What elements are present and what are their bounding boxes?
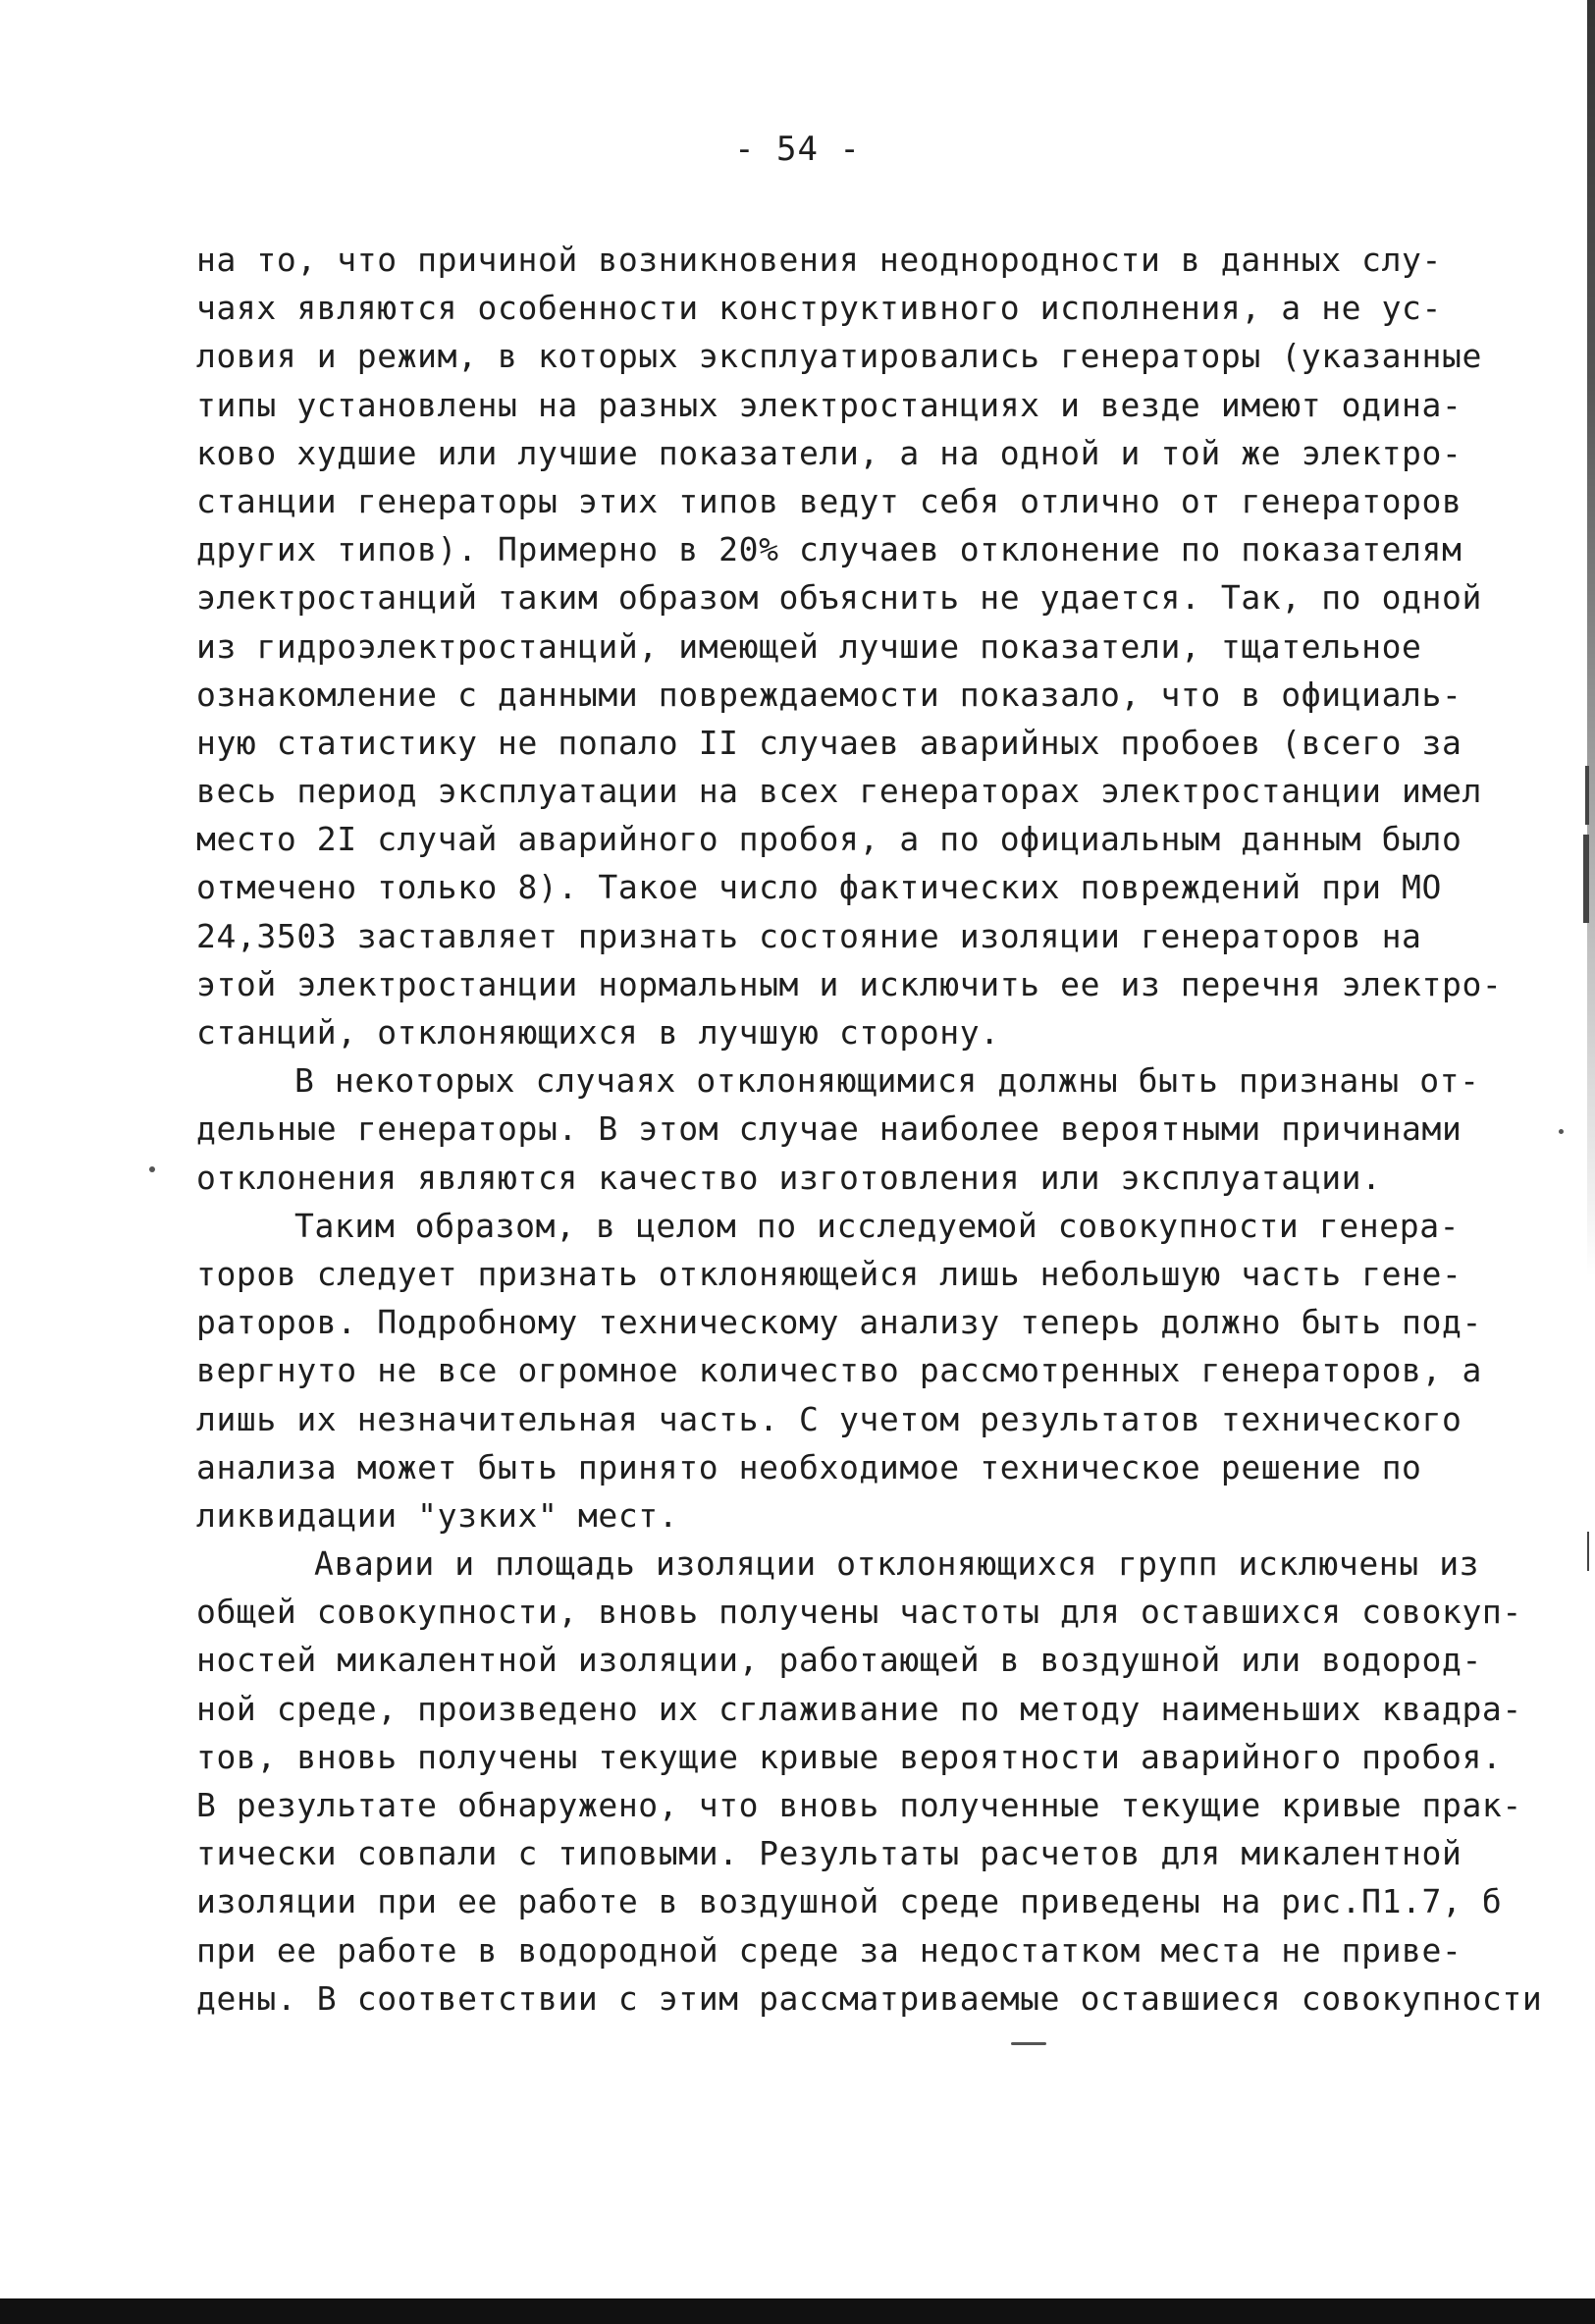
text-line: из гидроэлектростанций, имеющей лучшие показатели, тщательное: [196, 626, 1422, 666]
paragraph-1: [196, 236, 1541, 1056]
text-line: электростанций таким образом объяснить не удается. Так, по одной: [196, 578, 1482, 618]
text-line: станции генераторы этих типов ведут себя отлично от генераторов: [196, 481, 1462, 520]
text-line: анализа может быть принято необходимое техническое решение по: [196, 1447, 1422, 1486]
text-line: В результате обнаружено, что вновь полученные текущие кривые прак-: [196, 1786, 1522, 1824]
text-line: весь период эксплуатации на всех генераторах электростанции имел: [196, 772, 1482, 811]
scan-mark: [1587, 1532, 1589, 1571]
text-line: раторов. Подробному техническому анализу теперь должно быть под-: [196, 1303, 1482, 1342]
text-line: торов следует признать отклоняющейся лишь небольшую часть гене-: [196, 1254, 1462, 1293]
paragraph-2: [196, 1056, 1541, 1202]
text-line: отмечено только 8). Такое число фактических повреждений при МО: [196, 868, 1442, 907]
text-line: вергнуто не все огромное количество рассмотренных генераторов, а: [196, 1351, 1482, 1390]
scan-bottom-edge: [0, 2298, 1595, 2324]
scan-speck: [149, 1166, 155, 1172]
text-line: этой электростанции нормальным и исключить ее из перечня электро-: [196, 964, 1503, 1003]
text-line: лишь их незначительная часть. С учетом результатов технического: [196, 1399, 1462, 1438]
text-line: других типов). Примерно в 20% случаев отклонение по показателям: [196, 530, 1462, 569]
text-line: ной среде, произведено их сглаживание по методу наименьших квадра-: [196, 1689, 1522, 1728]
text-line: станций, отклоняющихся в лучшую сторону.: [196, 1013, 1000, 1052]
scan-mark: [1583, 835, 1589, 923]
scan-speck: [1011, 2042, 1046, 2045]
text-line: ловия и режим, в которых эксплуатировались генераторы (указанные: [196, 337, 1482, 376]
text-line: общей совокупности, вновь получены частоты для оставшихся совокуп-: [196, 1593, 1522, 1632]
paragraph-3: [196, 1202, 1541, 1540]
text-line: тов, вновь получены текущие кривые вероятности аварийного пробоя.: [196, 1737, 1503, 1776]
text-line: на то, что причиной возникновения неоднородности в данных слу-: [196, 241, 1442, 279]
text-line: ково худшие или лучшие показатели, а на одной и той же электро-: [196, 433, 1462, 472]
page-number: - 54 -: [734, 130, 861, 169]
text-line: дены. В соответствии с этим рассматриваемые оставшиеся совокупности: [196, 1978, 1543, 2018]
paragraph-4: [196, 1540, 1541, 2023]
text-line: Аварии и площадь изоляции отклоняющихся групп исключены из: [314, 1544, 1480, 1584]
body-text: [196, 236, 1541, 2023]
text-line: 24,3503 заставляет признать состояние изоляции генераторов на: [196, 916, 1422, 955]
text-line: тически совпали с типовыми. Результаты расчетов для микалентной: [196, 1834, 1462, 1873]
text-line: Таким образом, в целом по исследуемой совокупности генера-: [294, 1206, 1461, 1245]
text-line: ную статистику не попало II случаев аварийных пробоев (всего за: [196, 723, 1462, 762]
text-line: В некоторых случаях отклоняющимися должны быть признаны от-: [294, 1061, 1480, 1101]
text-line: место 2I случай аварийного пробоя, а по официальным данным было: [196, 820, 1462, 859]
text-line: ознакомление с данными повреждаемости показало, что в официаль-: [196, 675, 1462, 714]
text-line: отклонения являются качество изготовления или эксплуатации.: [196, 1158, 1382, 1197]
text-line: чаях являются особенности конструктивного исполнения, а не ус-: [196, 289, 1442, 328]
text-line: типы установлены на разных электростанциях и везде имеют одина-: [196, 385, 1462, 424]
text-line: ликвидации "узких" мест.: [196, 1495, 679, 1535]
text-line: дельные генераторы. В этом случае наиболее вероятными причинами: [196, 1109, 1462, 1149]
text-line: изоляции при ее работе в воздушной среде приведены на рис.П1.7, б: [196, 1882, 1503, 1921]
scan-edge-shadow: [1587, 0, 1595, 1276]
text-line: при ее работе в водородной среде за недостатком места не приве-: [196, 1930, 1462, 1970]
text-line: ностей микалентной изоляции, работающей в воздушной или водород-: [196, 1641, 1482, 1680]
scan-mark: [1585, 766, 1589, 825]
scan-speck: [1559, 1129, 1564, 1134]
